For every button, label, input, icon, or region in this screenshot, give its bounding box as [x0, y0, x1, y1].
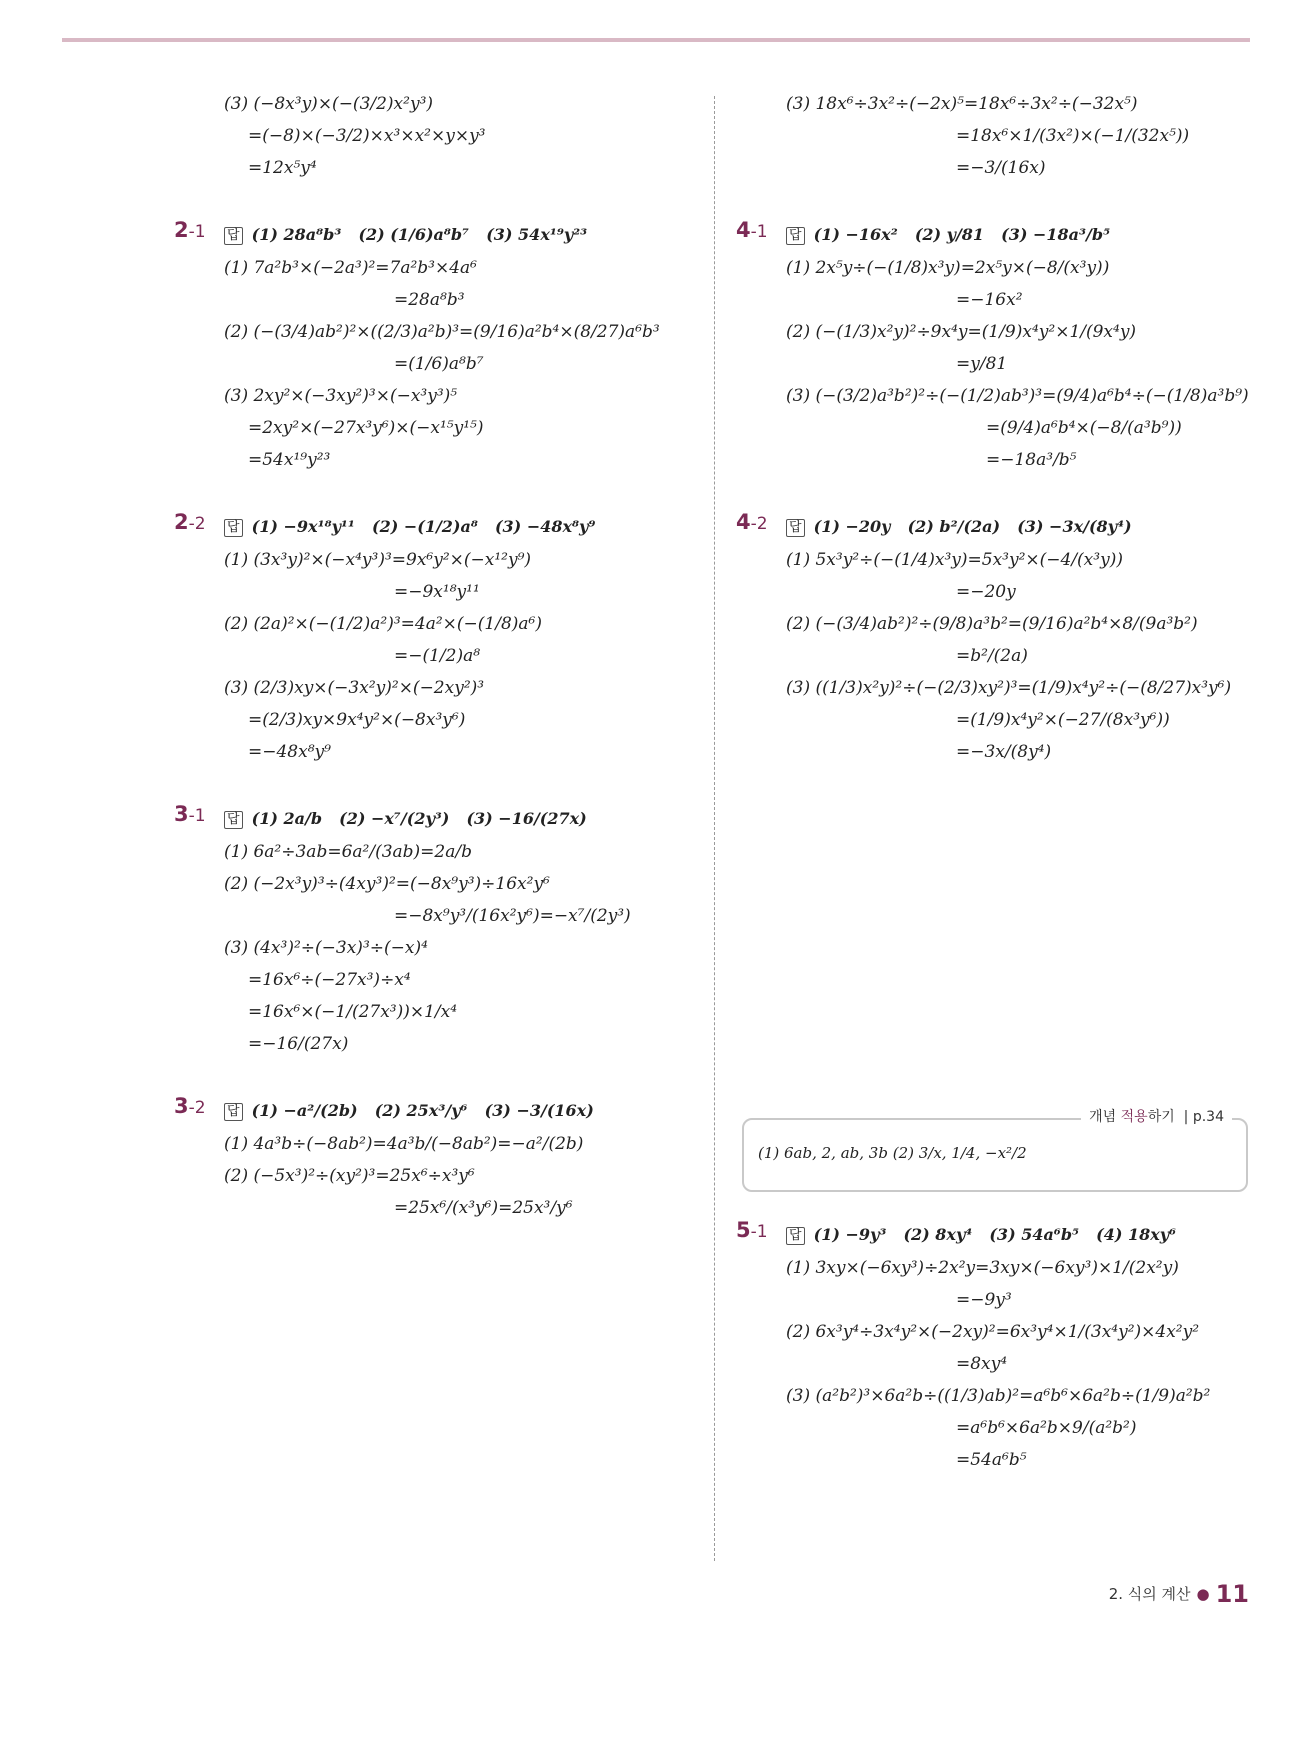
- solution-line: =18x⁶×1/(3x²)×(−1/(32x⁵)): [956, 126, 1190, 146]
- solution-line: (1) 3xy×(−6xy³)÷2x²y=3xy×(−6xy³)×1/(2x²y): [786, 1258, 1179, 1278]
- solution-line: (3) (a²b²)³×6a²b÷((1/3)ab)²=a⁶b⁶×6a²b÷(1/9)a²b²: [786, 1386, 1211, 1406]
- solution-line: =−48x⁸y⁹: [248, 742, 331, 762]
- answer-tag: 답: [786, 227, 805, 245]
- solution-line: =(−8)×(−3/2)×x³×x²×y×y³: [248, 126, 486, 146]
- answer-tag: 답: [224, 519, 243, 537]
- problem-label: 4-1: [736, 218, 768, 242]
- solution-line: (1) 7a²b³×(−2a³)²=7a²b³×4a⁶: [224, 258, 477, 278]
- solution-line: (3) (−8x³y)×(−(3/2)x²y³): [224, 94, 434, 114]
- answer: (3) −48x⁸y⁹: [494, 517, 596, 536]
- problem-label: 5-1: [736, 1218, 768, 1242]
- answer-line: [786, 1218, 1260, 1252]
- solution-line: (1) 6a²÷3ab=6a²/(3ab)=2a/b: [224, 842, 472, 862]
- answer: (1) −9y³: [813, 1225, 887, 1244]
- solution-line: (3) (4x³)²÷(−3x)³÷(−x)⁴: [224, 938, 428, 958]
- solution-line: =(1/9)x⁴y²×(−27/(8x³y⁶)): [956, 710, 1170, 730]
- problem-label: 2-1: [174, 218, 206, 242]
- solution-line: (3) (2/3)xy×(−3x²y)²×(−2xy²)³: [224, 678, 485, 698]
- concept-apply-heading: 개념 적용하기 | p.34: [1081, 1106, 1232, 1126]
- answer: (1) −9x¹⁸y¹¹: [251, 517, 355, 536]
- answer-line: [786, 510, 1260, 544]
- problem-3-2: [174, 1094, 698, 1224]
- problem-3-1: [174, 802, 698, 1060]
- answer: (1) 28a⁸b³: [251, 225, 342, 244]
- answer: (1) −16x²: [813, 225, 898, 244]
- solution-line: =28a⁸b³: [394, 290, 465, 310]
- answer: (2) −x⁷/(2y³): [339, 809, 450, 828]
- solution-line: (3) ((1/3)x²y)²÷(−(2/3)xy²)³=(1/9)x⁴y²÷(−(8/27)x³y⁶): [786, 678, 1232, 698]
- solution-line: (2) (−(1/3)x²y)²÷9x⁴y=(1/9)x⁴y²×1/(9x⁴y): [786, 322, 1137, 342]
- problem-2-1: [174, 218, 698, 476]
- solution-line: (1) 5x³y²÷(−(1/4)x³y)=5x³y²×(−4/(x³y)): [786, 550, 1123, 570]
- answer-tag: 답: [786, 1227, 805, 1245]
- right-column: [736, 88, 1260, 768]
- solution-line: (1) (3x³y)²×(−x⁴y³)³=9x⁶y²×(−x¹²y⁹): [224, 550, 532, 570]
- solution-line: =12x⁵y⁴: [248, 158, 317, 178]
- concept-apply-box: [742, 1109, 1248, 1192]
- solution-line: =25x⁶/(x³y⁶)=25x³/y⁶: [394, 1198, 573, 1218]
- answer: (4) 18xy⁶: [1096, 1225, 1177, 1244]
- solution-line: (2) (2a)²×(−(1/2)a²)³=4a²×(−(1/8)a⁶): [224, 614, 542, 634]
- page-reference: p.34: [1192, 1109, 1224, 1125]
- problem-label: 3-1: [174, 802, 206, 826]
- solution-line: =−20y: [956, 582, 1016, 602]
- answer-line: [224, 510, 698, 544]
- answer-line: [224, 1094, 698, 1128]
- answer: (3) −3/(16x): [484, 1101, 594, 1120]
- column-divider: [714, 96, 715, 1561]
- right-intro: [740, 88, 1260, 184]
- answer-tag: 답: [224, 227, 243, 245]
- solution-line: =(2/3)xy×9x⁴y²×(−8x³y⁶): [248, 710, 466, 730]
- solution-line: =−18a³/b⁵: [986, 450, 1077, 470]
- solution-line: =54a⁶b⁵: [956, 1450, 1027, 1470]
- answer: (1) 2a/b: [251, 809, 323, 828]
- solution-line: =−16x²: [956, 290, 1023, 310]
- answer: (2) 8xy⁴: [903, 1225, 973, 1244]
- left-column: [174, 88, 698, 1224]
- solution-line: =54x¹⁹y²³: [248, 450, 331, 470]
- solution-line: =−9y³: [956, 1290, 1012, 1310]
- answer-tag: 답: [224, 1103, 243, 1121]
- page-footer: [1109, 1580, 1249, 1608]
- solution-line: (1) 2x⁵y÷(−(1/8)x³y)=2x⁵y×(−8/(x³y)): [786, 258, 1110, 278]
- problem-4-2: [736, 510, 1260, 768]
- answer-line: [786, 218, 1260, 252]
- solution-line: =8xy⁴: [956, 1354, 1008, 1374]
- solution-line: (2) (−5x³)²÷(xy²)³=25x⁶÷x³y⁶: [224, 1166, 475, 1186]
- answer: (2) 25x³/y⁶: [374, 1101, 468, 1120]
- solution-line: =16x⁶÷(−27x³)÷x⁴: [248, 970, 411, 990]
- answer: (3) 54a⁶b⁵: [989, 1225, 1080, 1244]
- bullet-icon: ●: [1196, 1585, 1210, 1603]
- answer-line: [224, 802, 698, 836]
- solution-line: =−9x¹⁸y¹¹: [394, 582, 480, 602]
- answer: (1) −a²/(2b): [251, 1101, 358, 1120]
- solution-line: =16x⁶×(−1/(27x³))×1/x⁴: [248, 1002, 458, 1022]
- solution-line: =(1/6)a⁸b⁷: [394, 354, 484, 374]
- answer: (3) −18a³/b⁵: [1001, 225, 1111, 244]
- solution-line: (3) 18x⁶÷3x²÷(−2x)⁵=18x⁶÷3x²÷(−32x⁵): [786, 94, 1138, 114]
- top-rule: [62, 38, 1250, 42]
- answer-line: [224, 218, 698, 252]
- solution-line: =y/81: [956, 354, 1008, 374]
- answer: (3) −16/(27x): [466, 809, 587, 828]
- solution-line: (2) (−2x³y)³÷(4xy³)²=(−8x⁹y³)÷16x²y⁶: [224, 874, 550, 894]
- solution-line: (2) (−(3/4)ab²)²÷(9/8)a³b²=(9/16)a²b⁴×8/(9a³b²): [786, 614, 1198, 634]
- answer: (3) 54x¹⁹y²³: [486, 225, 588, 244]
- solution-line: (3) 2xy²×(−3xy²)³×(−x³y³)⁵: [224, 386, 458, 406]
- solution-line: (3) (−(3/2)a³b²)²÷(−(1/2)ab³)³=(9/4)a⁶b⁴÷(−(1/8)a³b⁹): [786, 386, 1249, 406]
- page-number: 11: [1215, 1580, 1249, 1608]
- problem-label: 3-2: [174, 1094, 206, 1118]
- answer-tag: 답: [224, 811, 243, 829]
- answer: (3) −3x/(8y⁴): [1017, 517, 1132, 536]
- solution-line: (2) 6x³y⁴÷3x⁴y²×(−2xy)²=6x³y⁴×1/(3x⁴y²)×4x²y²: [786, 1322, 1200, 1342]
- problem-label: 4-2: [736, 510, 768, 534]
- solution-line: (1) 4a³b÷(−8ab²)=4a³b/(−8ab²)=−a²/(2b): [224, 1134, 584, 1154]
- solution-line: =−(1/2)a⁸: [394, 646, 481, 666]
- solution-line: (2) (−(3/4)ab²)²×((2/3)a²b)³=(9/16)a²b⁴×(8/27)a⁶b³: [224, 322, 660, 342]
- solution-line: =b²/(2a): [956, 646, 1028, 666]
- answer: (1) −20y: [813, 517, 891, 536]
- answer-tag: 답: [786, 519, 805, 537]
- solution-line: =−3/(16x): [956, 158, 1046, 178]
- answer: (2) −(1/2)a⁸: [372, 517, 478, 536]
- solution-line: =−8x⁹y³/(16x²y⁶)=−x⁷/(2y³): [394, 906, 631, 926]
- solution-line: =a⁶b⁶×6a²b×9/(a²b²): [956, 1418, 1137, 1438]
- solution-line: =−3x/(8y⁴): [956, 742, 1052, 762]
- answer: (2) b²/(2a): [907, 517, 1001, 536]
- problem-4-1: [736, 218, 1260, 476]
- problem-2-2: [174, 510, 698, 768]
- solution-line: =−16/(27x): [248, 1034, 349, 1054]
- problem-5-1-wrap: [736, 1218, 1260, 1476]
- concept-apply-answers: (1) 6ab, 2, ab, 3b (2) 3/x, 1/4, −x²/2: [758, 1144, 1027, 1162]
- solution-line: =(9/4)a⁶b⁴×(−8/(a³b⁹)): [986, 418, 1182, 438]
- answer: (2) y/81: [914, 225, 985, 244]
- problem-5-1: [736, 1218, 1260, 1476]
- answer: (2) (1/6)a⁸b⁷: [358, 225, 470, 244]
- section-title: 2. 식의 계산: [1108, 1585, 1191, 1603]
- problem-label: 2-2: [174, 510, 206, 534]
- left-intro: [178, 88, 698, 184]
- solution-line: =2xy²×(−27x³y⁶)×(−x¹⁵y¹⁵): [248, 418, 484, 438]
